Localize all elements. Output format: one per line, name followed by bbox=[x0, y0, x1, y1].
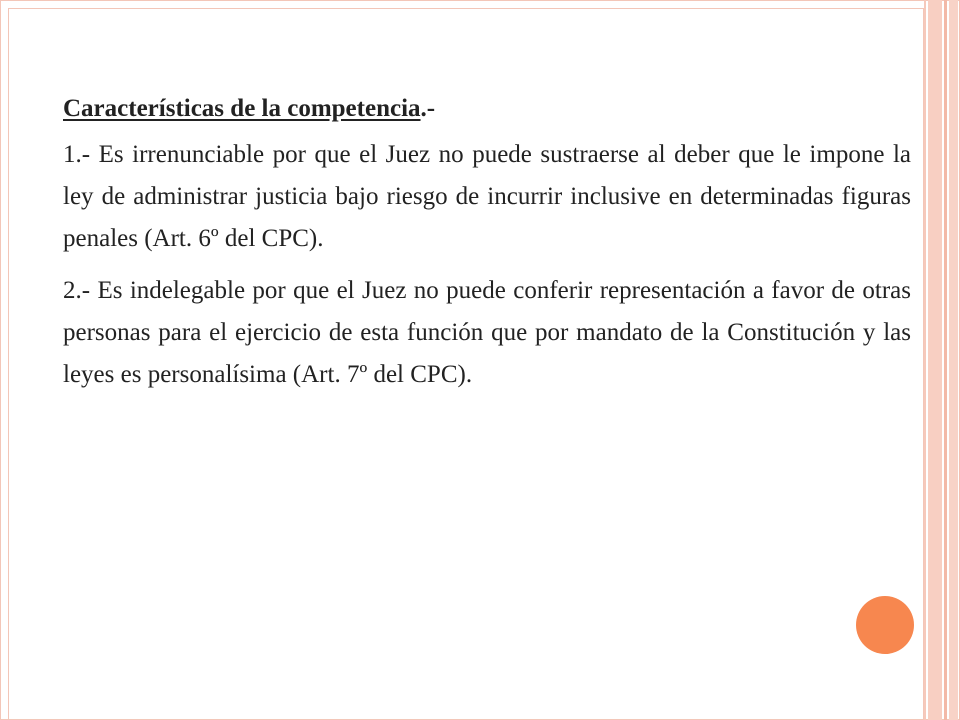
side-stripe bbox=[928, 0, 942, 720]
paragraph-2: 2.- Es indelegable por que el Juez no puede conferir representación a favor de otras personas para el ejercicio de esta función que por mandato de la Constitución y las leyes es personalísima (Art. 7º del CPC). bbox=[63, 277, 911, 388]
decorative-side-stripes bbox=[924, 0, 960, 720]
slide-heading bbox=[63, 88, 911, 130]
slide-body bbox=[63, 88, 911, 406]
side-stripe bbox=[924, 0, 926, 720]
side-stripe bbox=[949, 0, 958, 720]
side-stripe bbox=[944, 0, 947, 720]
decorative-circle-icon bbox=[856, 596, 914, 654]
heading-underlined-text: Características de la competencia bbox=[63, 95, 421, 122]
paragraph-1: 1.- Es irrenunciable por que el Juez no puede sustraerse al deber que le impone la ley de administrar justicia bajo riesgo de incurrir inclusive en determinadas figuras penales (Art. 6º del CPC). bbox=[63, 141, 911, 252]
heading-suffix: .- bbox=[420, 95, 436, 122]
